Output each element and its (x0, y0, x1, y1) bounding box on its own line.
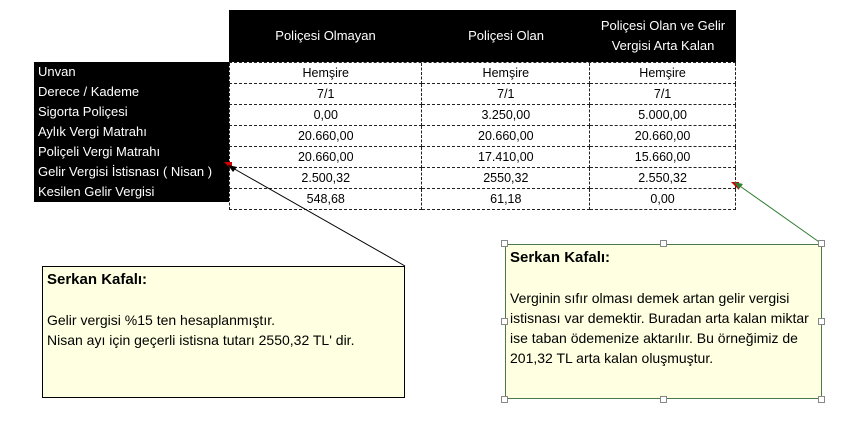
row-label-aylik-matrah[interactable]: Aylık Vergi Matrahı (34, 122, 229, 142)
table-cell[interactable]: 7/1 (229, 84, 422, 105)
table-cell[interactable]: 7/1 (590, 84, 736, 105)
table-cell[interactable]: Hemşire (229, 63, 422, 84)
table-cell[interactable]: 17.410,00 (422, 147, 590, 168)
table-cell[interactable]: 20.660,00 (422, 126, 590, 147)
table-cell[interactable]: 20.660,00 (590, 126, 736, 147)
arrow-left-line (231, 167, 405, 266)
table-cell[interactable]: 3.250,00 (422, 105, 590, 126)
resize-handle[interactable] (660, 240, 667, 247)
table-cell[interactable]: 61,18 (422, 189, 590, 210)
comment-text: Verginin sıfır olması demek artan gelir vergisi istisnası var demektir. Buradan arta kalan miktar ise taban ödemenize aktarılır. Bu örneğimiz de 201,32 TL arta kalan oluşmuştur. (510, 290, 809, 366)
table-cell[interactable]: 2.500,32 (229, 168, 422, 189)
row-label-derece[interactable]: Derece / Kademe (34, 82, 229, 102)
table-cell[interactable]: 5.000,00 (590, 105, 736, 126)
row-label-kesilen[interactable]: Kesilen Gelir Vergisi (34, 182, 229, 202)
comment-author: Serkan Kafalı: (47, 271, 148, 288)
comment-author: Serkan Kafalı: (510, 249, 611, 266)
arrow-right-head (734, 182, 743, 189)
table-cell[interactable]: 20.660,00 (229, 147, 422, 168)
resize-handle[interactable] (818, 240, 825, 247)
header-col-2-text: Poliçesi Olan (468, 28, 544, 43)
arrow-right-line (737, 184, 822, 244)
row-label-istisna[interactable]: Gelir Vergisi İstisnası ( Nisan ) (34, 162, 229, 182)
table-cell[interactable]: 15.660,00 (590, 147, 736, 168)
table-cell[interactable]: Hemşire (422, 63, 590, 84)
table-cell[interactable]: 548,68 (229, 189, 422, 210)
table-cell[interactable]: 20.660,00 (229, 126, 422, 147)
header-col-3-line2: Vergisi Arta Kalan (611, 38, 715, 53)
table-cell[interactable]: 0,00 (229, 105, 422, 126)
table-cell[interactable]: 2550,32 (422, 168, 590, 189)
row-label-sigorta[interactable]: Sigorta Poliçesi (34, 102, 229, 122)
arrow-left-head (228, 165, 237, 172)
table-cell[interactable]: 0,00 (590, 189, 736, 210)
resize-handle[interactable] (818, 396, 825, 403)
resize-handle[interactable] (818, 318, 825, 325)
header-col-1-text: Poliçesi Olmayan (275, 28, 376, 43)
comment-box-left[interactable] (42, 266, 405, 398)
resize-handle[interactable] (660, 396, 667, 403)
table-cell[interactable]: 2.550,32 (590, 168, 736, 189)
resize-handle[interactable] (501, 396, 508, 403)
row-label-policeli-matrah[interactable]: Poliçeli Vergi Matrahı (34, 142, 229, 162)
table-cell[interactable]: Hemşire (590, 63, 736, 84)
comment-line-2: Nisan ayı için geçerli istisna tutarı 2550,32 TL' dir. (47, 332, 355, 348)
table-cell[interactable]: 7/1 (422, 84, 590, 105)
row-label-unvan[interactable]: Unvan (34, 62, 229, 82)
resize-handle[interactable] (501, 318, 508, 325)
header-col-3-line1: Poliçesi Olan ve Gelir (600, 18, 726, 33)
resize-handle[interactable] (501, 240, 508, 247)
comment-box-right[interactable] (505, 244, 822, 399)
comment-line-1: Gelir vergisi %15 ten hesaplanmıştır. (47, 312, 275, 328)
